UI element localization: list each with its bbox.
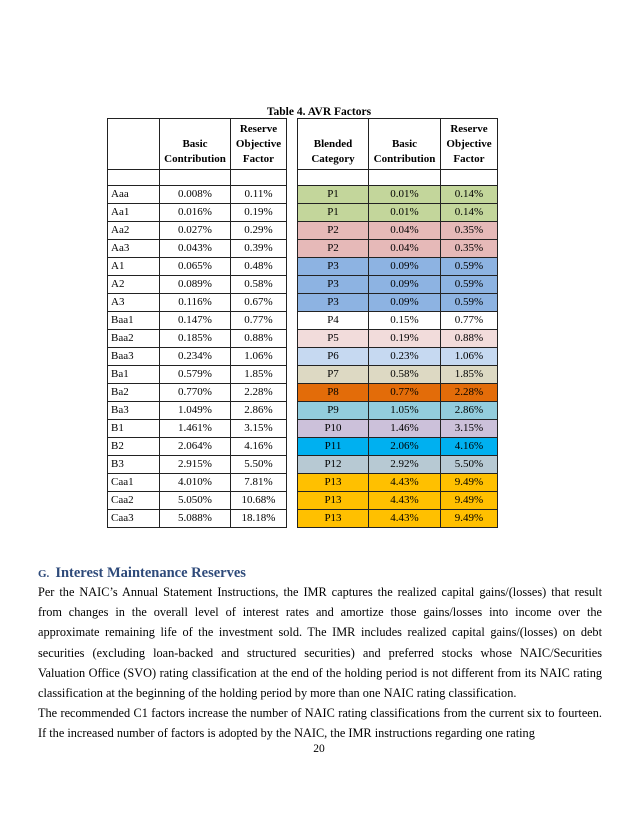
- table-title: Table 4. AVR Factors: [266, 106, 372, 118]
- cell-reserve-objective-factor: 1.06%: [231, 348, 287, 366]
- body-paragraph: The recommended C1 factors increase the number of NAIC rating classifications from the current six to fourteen. If the increased number of factors is adopted by the NAIC, the IMR instructions regarding one rating: [38, 706, 602, 741]
- cell-rating: Caa2: [108, 492, 160, 510]
- cell-blended-reserve-objective-factor: 9.49%: [441, 474, 498, 492]
- header-blended-category: Blended Category: [298, 119, 369, 170]
- section-title: Interest Maintenance Reserves: [55, 565, 246, 581]
- column-gap: [287, 186, 298, 204]
- cell-reserve-objective-factor: 3.15%: [231, 420, 287, 438]
- table-row: [108, 222, 498, 240]
- cell-rating: Ba1: [108, 366, 160, 384]
- cell-blended-category: P12: [298, 456, 369, 474]
- column-gap: [287, 474, 298, 492]
- cell-blended-basic-contribution: 1.46%: [369, 420, 441, 438]
- cell-reserve-objective-factor: 0.77%: [231, 312, 287, 330]
- cell-rating: A3: [108, 294, 160, 312]
- column-gap: [287, 258, 298, 276]
- cell-rating: Ba2: [108, 384, 160, 402]
- cell-blended-basic-contribution: 0.04%: [369, 240, 441, 258]
- cell-blended-basic-contribution: 0.19%: [369, 330, 441, 348]
- cell-reserve-objective-factor: 0.11%: [231, 186, 287, 204]
- column-gap: [287, 402, 298, 420]
- column-gap: [287, 438, 298, 456]
- column-gap: [287, 384, 298, 402]
- cell-blended-basic-contribution: 2.06%: [369, 438, 441, 456]
- cell-blended-category: P13: [298, 510, 369, 528]
- cell-basic-contribution: 2.064%: [160, 438, 231, 456]
- cell-blended-basic-contribution: 2.92%: [369, 456, 441, 474]
- cell-blended-reserve-objective-factor: 9.49%: [441, 492, 498, 510]
- column-gap: [287, 492, 298, 510]
- cell-blended-category: P5: [298, 330, 369, 348]
- cell-basic-contribution: 0.770%: [160, 384, 231, 402]
- cell-blended-reserve-objective-factor: 1.06%: [441, 348, 498, 366]
- column-gap: [287, 119, 298, 170]
- header-blended-basic-contribution: Basic Contribution: [369, 119, 441, 170]
- cell-blended-category: P13: [298, 474, 369, 492]
- cell-basic-contribution: 0.065%: [160, 258, 231, 276]
- table-row: [108, 258, 498, 276]
- cell-basic-contribution: 0.027%: [160, 222, 231, 240]
- cell-basic-contribution: 0.185%: [160, 330, 231, 348]
- cell-blended-reserve-objective-factor: 0.88%: [441, 330, 498, 348]
- column-gap: [287, 366, 298, 384]
- cell-reserve-objective-factor: 0.19%: [231, 204, 287, 222]
- cell-blended-basic-contribution: 0.23%: [369, 348, 441, 366]
- cell-reserve-objective-factor: 0.29%: [231, 222, 287, 240]
- cell-blended-reserve-objective-factor: 1.85%: [441, 366, 498, 384]
- table-row: [108, 312, 498, 330]
- column-gap: [287, 420, 298, 438]
- cell-rating: Caa3: [108, 510, 160, 528]
- cell-rating: Ba3: [108, 402, 160, 420]
- table-row: [108, 186, 498, 204]
- cell-blended-reserve-objective-factor: 2.28%: [441, 384, 498, 402]
- table-row: [108, 330, 498, 348]
- cell-rating: Caa1: [108, 474, 160, 492]
- cell-blended-reserve-objective-factor: 0.59%: [441, 276, 498, 294]
- cell-blended-reserve-objective-factor: 9.49%: [441, 510, 498, 528]
- page-number: 20: [313, 743, 325, 755]
- table-body: [108, 186, 498, 528]
- cell-blended-category: P2: [298, 240, 369, 258]
- table-row: [108, 276, 498, 294]
- column-gap: [287, 294, 298, 312]
- cell-blended-basic-contribution: 0.77%: [369, 384, 441, 402]
- cell-blended-reserve-objective-factor: 0.14%: [441, 204, 498, 222]
- cell-blended-reserve-objective-factor: 3.15%: [441, 420, 498, 438]
- cell-reserve-objective-factor: 10.68%: [231, 492, 287, 510]
- cell-reserve-objective-factor: 7.81%: [231, 474, 287, 492]
- cell-reserve-objective-factor: 18.18%: [231, 510, 287, 528]
- header-basic-contribution: Basic Contribution: [160, 119, 231, 170]
- cell-blended-category: P1: [298, 186, 369, 204]
- cell-rating: A1: [108, 258, 160, 276]
- cell-reserve-objective-factor: 0.58%: [231, 276, 287, 294]
- table-row: [108, 510, 498, 528]
- table-row: [108, 402, 498, 420]
- cell-rating: Baa2: [108, 330, 160, 348]
- table-row: [108, 204, 498, 222]
- cell-basic-contribution: 0.089%: [160, 276, 231, 294]
- table-row: [108, 456, 498, 474]
- cell-basic-contribution: 5.088%: [160, 510, 231, 528]
- table-row: [108, 366, 498, 384]
- cell-blended-basic-contribution: 0.04%: [369, 222, 441, 240]
- cell-blended-category: P10: [298, 420, 369, 438]
- cell-blended-basic-contribution: 4.43%: [369, 474, 441, 492]
- header-reserve-objective-factor: Reserve Objective Factor: [231, 119, 287, 170]
- cell-rating: Aa1: [108, 204, 160, 222]
- cell-blended-category: P4: [298, 312, 369, 330]
- cell-rating: B3: [108, 456, 160, 474]
- cell-blended-basic-contribution: 0.09%: [369, 258, 441, 276]
- cell-blended-reserve-objective-factor: 0.14%: [441, 186, 498, 204]
- cell-rating: Aa3: [108, 240, 160, 258]
- cell-blended-reserve-objective-factor: 2.86%: [441, 402, 498, 420]
- table-row: [108, 492, 498, 510]
- table-row: [108, 384, 498, 402]
- cell-blended-reserve-objective-factor: 0.35%: [441, 240, 498, 258]
- cell-rating: Baa1: [108, 312, 160, 330]
- cell-basic-contribution: 2.915%: [160, 456, 231, 474]
- cell-basic-contribution: 4.010%: [160, 474, 231, 492]
- cell-blended-category: P13: [298, 492, 369, 510]
- cell-reserve-objective-factor: 2.28%: [231, 384, 287, 402]
- section-heading: [38, 565, 246, 582]
- cell-blended-basic-contribution: 0.09%: [369, 276, 441, 294]
- cell-blended-basic-contribution: 0.09%: [369, 294, 441, 312]
- cell-blended-basic-contribution: 0.15%: [369, 312, 441, 330]
- cell-reserve-objective-factor: 1.85%: [231, 366, 287, 384]
- cell-basic-contribution: 0.008%: [160, 186, 231, 204]
- cell-blended-category: P1: [298, 204, 369, 222]
- cell-blended-category: P8: [298, 384, 369, 402]
- cell-basic-contribution: 0.147%: [160, 312, 231, 330]
- table-row: [108, 294, 498, 312]
- cell-reserve-objective-factor: 5.50%: [231, 456, 287, 474]
- section-letter: G.: [38, 568, 50, 580]
- cell-basic-contribution: 0.116%: [160, 294, 231, 312]
- cell-basic-contribution: 1.461%: [160, 420, 231, 438]
- cell-blended-reserve-objective-factor: 5.50%: [441, 456, 498, 474]
- column-gap: [287, 204, 298, 222]
- cell-blended-category: P2: [298, 222, 369, 240]
- cell-basic-contribution: 1.049%: [160, 402, 231, 420]
- cell-reserve-objective-factor: 0.88%: [231, 330, 287, 348]
- cell-blended-reserve-objective-factor: 4.16%: [441, 438, 498, 456]
- column-gap: [287, 510, 298, 528]
- cell-rating: Aa2: [108, 222, 160, 240]
- cell-blended-category: P11: [298, 438, 369, 456]
- body-paragraph: Per the NAIC’s Annual Statement Instructions, the IMR captures the realized capital gains/(losses) that result from changes in the overall level of interest rates and amortize those gains/losses into income over the approximate remaining life of the investment sold. The IMR includes realized capital gains/(losses) on debt securities (excluding loan-backed and structured securities) and preferred stocks whose NAIC/Securities Valuation Office (SVO) rating classification at the end of the holding period is not different from its NAIC rating classification at the beginning of the holding period by more than one NAIC rating classification.: [38, 585, 602, 701]
- table-row: [108, 420, 498, 438]
- cell-blended-category: P7: [298, 366, 369, 384]
- avr-factors-table: [107, 118, 498, 528]
- cell-rating: Baa3: [108, 348, 160, 366]
- cell-blended-reserve-objective-factor: 0.59%: [441, 258, 498, 276]
- header-rating: [108, 119, 160, 170]
- cell-blended-basic-contribution: 1.05%: [369, 402, 441, 420]
- cell-basic-contribution: 0.579%: [160, 366, 231, 384]
- cell-blended-category: P3: [298, 258, 369, 276]
- cell-reserve-objective-factor: 4.16%: [231, 438, 287, 456]
- column-gap: [287, 348, 298, 366]
- cell-blended-basic-contribution: 0.01%: [369, 186, 441, 204]
- cell-blended-basic-contribution: 0.58%: [369, 366, 441, 384]
- cell-blended-basic-contribution: 0.01%: [369, 204, 441, 222]
- header-blended-reserve-objective-factor: Reserve Objective Factor: [441, 119, 498, 170]
- cell-blended-reserve-objective-factor: 0.59%: [441, 294, 498, 312]
- cell-blended-reserve-objective-factor: 0.35%: [441, 222, 498, 240]
- cell-blended-category: P3: [298, 276, 369, 294]
- column-gap: [287, 222, 298, 240]
- cell-rating: A2: [108, 276, 160, 294]
- table-header-row: [108, 119, 498, 170]
- cell-blended-category: P9: [298, 402, 369, 420]
- cell-basic-contribution: 5.050%: [160, 492, 231, 510]
- cell-blended-basic-contribution: 4.43%: [369, 510, 441, 528]
- cell-reserve-objective-factor: 0.39%: [231, 240, 287, 258]
- cell-rating: B2: [108, 438, 160, 456]
- column-gap: [287, 456, 298, 474]
- column-gap: [287, 330, 298, 348]
- column-gap: [287, 312, 298, 330]
- cell-blended-category: P3: [298, 294, 369, 312]
- cell-blended-basic-contribution: 4.43%: [369, 492, 441, 510]
- cell-basic-contribution: 0.234%: [160, 348, 231, 366]
- cell-rating: B1: [108, 420, 160, 438]
- table-spacer-row: [108, 170, 498, 186]
- column-gap: [287, 276, 298, 294]
- cell-rating: Aaa: [108, 186, 160, 204]
- cell-reserve-objective-factor: 2.86%: [231, 402, 287, 420]
- table-row: [108, 474, 498, 492]
- cell-reserve-objective-factor: 0.48%: [231, 258, 287, 276]
- cell-blended-category: P6: [298, 348, 369, 366]
- cell-blended-reserve-objective-factor: 0.77%: [441, 312, 498, 330]
- table-row: [108, 348, 498, 366]
- cell-reserve-objective-factor: 0.67%: [231, 294, 287, 312]
- cell-basic-contribution: 0.043%: [160, 240, 231, 258]
- table-row: [108, 438, 498, 456]
- table-row: [108, 240, 498, 258]
- column-gap: [287, 240, 298, 258]
- cell-basic-contribution: 0.016%: [160, 204, 231, 222]
